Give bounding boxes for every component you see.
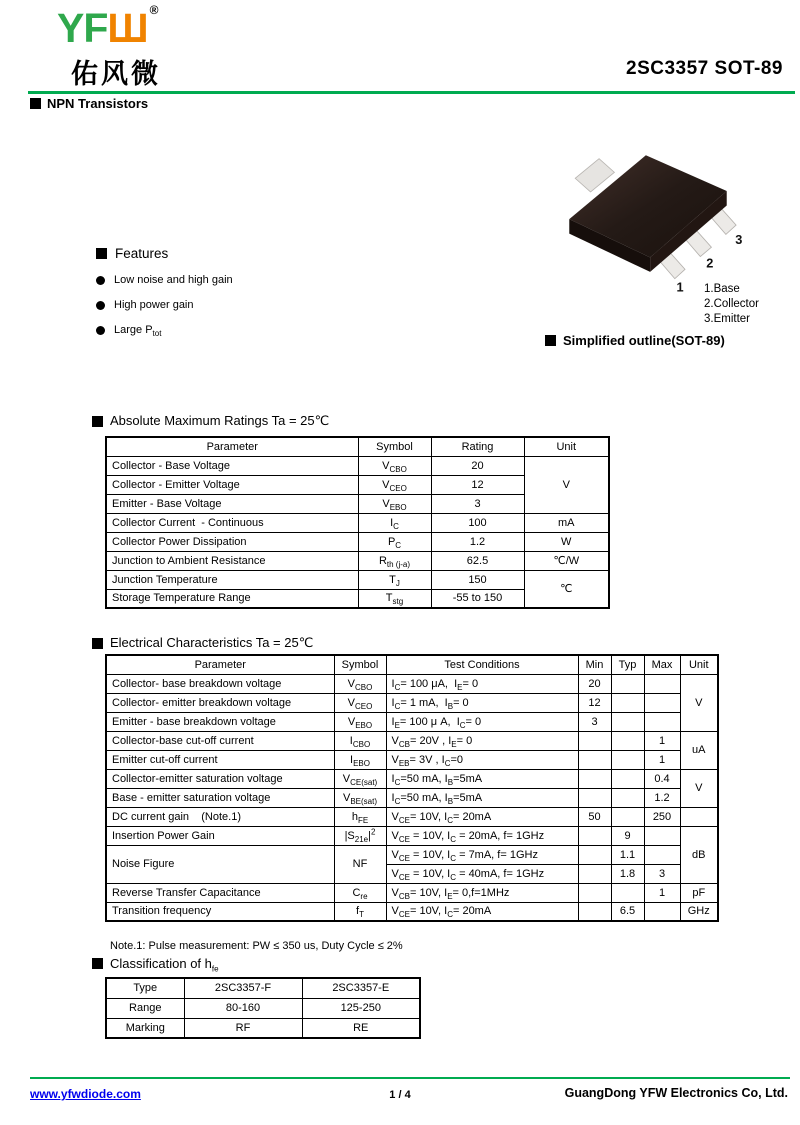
- unit-cell: V: [524, 456, 609, 513]
- table-row: [106, 788, 718, 807]
- feature-item: [96, 274, 233, 286]
- bullet-icon: [96, 276, 105, 285]
- param-cell: Collector - Emitter Voltage: [106, 475, 358, 494]
- min-cell: [578, 864, 611, 883]
- symbol-cell: $V_{EBO}$: [358, 494, 431, 513]
- max-cell: [644, 902, 680, 921]
- rating-cell: 62.5: [431, 551, 524, 570]
- param-cell: Junction Temperature: [106, 570, 358, 589]
- electrical-table: [105, 654, 719, 922]
- unit-cell: mA: [524, 513, 609, 532]
- section-square-icon: [545, 335, 556, 346]
- section-square-icon: [96, 248, 107, 259]
- typ-cell: [611, 883, 644, 902]
- column-header: Symbol: [358, 437, 431, 456]
- rating-cell: 20: [431, 456, 524, 475]
- features-title-row: [96, 246, 233, 261]
- unit-cell: uA: [680, 731, 718, 769]
- registered-mark-icon: ®: [149, 3, 158, 17]
- unit-cell: W: [524, 532, 609, 551]
- typ-cell: [611, 674, 644, 693]
- conditions-cell: $V_{CE} = 10V$, $I_C = 40mA$, f= 1GHz: [386, 864, 578, 883]
- unit-cell: V: [680, 769, 718, 807]
- typ-cell: 9: [611, 826, 644, 845]
- symbol-cell: NF: [334, 845, 386, 883]
- table-header-row: [106, 655, 718, 674]
- table-row: [106, 807, 718, 826]
- param-cell: Reverse Transfer Capacitance: [106, 883, 334, 902]
- table-row: [106, 513, 609, 532]
- param-cell: Transition frequency: [106, 902, 334, 921]
- symbol-cell: $|S_{21e}|^2$: [334, 826, 386, 845]
- table-row: [106, 998, 420, 1018]
- type-f-cell: 2SC3357-F: [184, 978, 302, 998]
- range-label-cell: Range: [106, 998, 184, 1018]
- param-cell: Collector-base cut-off current: [106, 731, 334, 750]
- feature-item: [96, 324, 233, 339]
- table-row: [106, 769, 718, 788]
- category-label: NPN Transistors: [47, 96, 149, 111]
- typ-cell: [611, 769, 644, 788]
- min-cell: 20: [578, 674, 611, 693]
- outline-caption: [545, 333, 725, 348]
- table-row: [106, 551, 609, 570]
- table-row: [106, 731, 718, 750]
- outline-caption-text: Simplified outline(SOT-89): [563, 333, 725, 348]
- classification-section-title: [92, 956, 219, 974]
- symbol-cell: $V_{EBO}$: [334, 712, 386, 731]
- type-e-cell: 2SC3357-E: [302, 978, 420, 998]
- table-row: [106, 674, 718, 693]
- max-cell: 250: [644, 807, 680, 826]
- column-header: Max: [644, 655, 680, 674]
- classification-table: [105, 977, 421, 1039]
- typ-cell: 6.5: [611, 902, 644, 921]
- min-cell: [578, 750, 611, 769]
- unit-cell: GHz: [680, 902, 718, 921]
- logo-w-text: Ш: [107, 5, 148, 51]
- website-link[interactable]: www.yfwdiode.com: [30, 1087, 141, 1101]
- max-cell: 3: [644, 864, 680, 883]
- rating-cell: 1.2: [431, 532, 524, 551]
- marking-label-cell: Marking: [106, 1018, 184, 1038]
- conditions-cell: $I_C= 100$ μA, $I_E= 0$: [386, 674, 578, 693]
- unit-cell: dB: [680, 826, 718, 883]
- symbol-cell: $R_{th (j-a)}$: [358, 551, 431, 570]
- electrical-section-title: [92, 635, 313, 651]
- typ-cell: 1.1: [611, 845, 644, 864]
- classification-title-text: Classification of $h_{fe}$: [110, 956, 219, 974]
- conditions-cell: $V_{EB}= 3V$ , $I_C=0$: [386, 750, 578, 769]
- typ-cell: [611, 731, 644, 750]
- table-row: [106, 750, 718, 769]
- min-cell: 12: [578, 693, 611, 712]
- param-cell: Emitter cut-off current: [106, 750, 334, 769]
- conditions-cell: $V_{CB}= 10V$, $I_E= 0,f=1MHz$: [386, 883, 578, 902]
- pin-legend-emitter: 3.Emitter: [704, 313, 751, 325]
- conditions-cell: $I_C= 1$ mA, $I_B= 0$: [386, 693, 578, 712]
- conditions-cell: $I_E= 100$ μ A, $I_C= 0$: [386, 712, 578, 731]
- param-cell: DC current gain (Note.1): [106, 807, 334, 826]
- range-f-cell: 80-160: [184, 998, 302, 1018]
- feature-text: High power gain: [114, 299, 194, 311]
- pin-legend-base: 1.Base: [704, 283, 740, 295]
- unit-cell: V: [680, 674, 718, 731]
- marking-f-cell: RF: [184, 1018, 302, 1038]
- bullet-icon: [96, 301, 105, 310]
- typ-cell: [611, 750, 644, 769]
- table-header-row: [106, 437, 609, 456]
- typ-cell: [611, 807, 644, 826]
- sot89-package-image: [548, 138, 748, 296]
- max-cell: 1: [644, 750, 680, 769]
- param-cell: Noise Figure: [106, 845, 334, 883]
- max-cell: [644, 674, 680, 693]
- symbol-cell: $T_J$: [358, 570, 431, 589]
- abs-max-table: [105, 436, 610, 609]
- conditions-cell: $V_{CE} = 10V$, $I_C = 7mA$, f= 1GHz: [386, 845, 578, 864]
- min-cell: 50: [578, 807, 611, 826]
- column-header: Rating: [431, 437, 524, 456]
- table-row: [106, 712, 718, 731]
- typ-cell: 1.8: [611, 864, 644, 883]
- part-number-title: 2SC3357 SOT-89: [626, 58, 783, 79]
- table-row: [106, 883, 718, 902]
- symbol-cell: $C_{re}$: [334, 883, 386, 902]
- footer-divider: [30, 1077, 790, 1079]
- symbol-cell: $V_{CEO}$: [358, 475, 431, 494]
- param-cell: Collector-emitter saturation voltage: [106, 769, 334, 788]
- logo-chinese-text: 佑风微: [71, 59, 161, 89]
- symbol-cell: $V_{CE(sat)}$: [334, 769, 386, 788]
- param-cell: Junction to Ambient Resistance: [106, 551, 358, 570]
- logo-yf-text: YF: [57, 5, 108, 51]
- column-header: Parameter: [106, 655, 334, 674]
- pin-number-2: 2: [706, 255, 714, 271]
- table-row: [106, 693, 718, 712]
- param-cell: Emitter - base breakdown voltage: [106, 712, 334, 731]
- conditions-cell: $I_C=50$ mA, $I_B=5mA$: [386, 769, 578, 788]
- symbol-cell: $V_{CBO}$: [358, 456, 431, 475]
- min-cell: [578, 902, 611, 921]
- param-cell: Storage Temperature Range: [106, 589, 358, 608]
- typ-cell: [611, 788, 644, 807]
- range-e-cell: 125-250: [302, 998, 420, 1018]
- bullet-icon: [96, 326, 105, 335]
- rating-cell: 3: [431, 494, 524, 513]
- max-cell: 1: [644, 731, 680, 750]
- marking-e-cell: RE: [302, 1018, 420, 1038]
- unit-cell: [680, 807, 718, 826]
- param-cell: Insertion Power Gain: [106, 826, 334, 845]
- yfw-logo-wordmark: [57, 3, 161, 51]
- param-cell: Emitter - Base Voltage: [106, 494, 358, 513]
- symbol-cell: $h_{FE}$: [334, 807, 386, 826]
- type-label-cell: Type: [106, 978, 184, 998]
- symbol-cell: $V_{CBO}$: [334, 674, 386, 693]
- rating-cell: 100: [431, 513, 524, 532]
- note-text: Note.1: Pulse measurement: PW ≤ 350 us, Duty Cycle ≤ 2%: [110, 940, 403, 952]
- symbol-cell: $f_T$: [334, 902, 386, 921]
- electrical-title-text: Electrical Characteristics Ta = 25℃: [110, 635, 314, 650]
- features-section: [96, 246, 233, 339]
- max-cell: 1.2: [644, 788, 680, 807]
- table-row: [106, 826, 718, 845]
- table-row: [106, 570, 609, 589]
- pin-legend: [704, 282, 759, 327]
- feature-item: [96, 299, 233, 311]
- unit-cell: ℃: [524, 570, 609, 608]
- table-row: [106, 532, 609, 551]
- param-cell: Collector - Base Voltage: [106, 456, 358, 475]
- table-row: [106, 902, 718, 921]
- rating-cell: 12: [431, 475, 524, 494]
- category-heading: [30, 96, 148, 111]
- conditions-cell: $V_{CE} = 10V$, $I_C = 20mA$, f= 1GHz: [386, 826, 578, 845]
- column-header: Test Conditions: [386, 655, 578, 674]
- column-header: Parameter: [106, 437, 358, 456]
- conditions-cell: $V_{CE}= 10V$, $I_C= 20mA$: [386, 902, 578, 921]
- typ-cell: [611, 712, 644, 731]
- section-square-icon: [92, 416, 103, 427]
- min-cell: [578, 845, 611, 864]
- symbol-cell: $V_{BE(sat)}$: [334, 788, 386, 807]
- yfw-logo: [57, 3, 161, 91]
- max-cell: [644, 845, 680, 864]
- rating-cell: 150: [431, 570, 524, 589]
- symbol-cell: $I_C$: [358, 513, 431, 532]
- symbol-cell: $I_{CBO}$: [334, 731, 386, 750]
- features-title: Features: [115, 246, 169, 261]
- table-row: [106, 1018, 420, 1038]
- section-square-icon: [30, 98, 41, 109]
- section-square-icon: [92, 638, 103, 649]
- section-square-icon: [92, 958, 103, 969]
- abs-max-title-text: Absolute Maximum Ratings Ta = 25℃: [110, 413, 330, 428]
- column-header: Min: [578, 655, 611, 674]
- abs-max-section-title: [92, 413, 329, 429]
- page-number: 1 / 4: [389, 1089, 411, 1101]
- max-cell: 1: [644, 883, 680, 902]
- conditions-cell: $V_{CE}= 10V$, $I_C= 20mA$: [386, 807, 578, 826]
- min-cell: [578, 769, 611, 788]
- param-cell: Collector Power Dissipation: [106, 532, 358, 551]
- conditions-cell: $I_C=50$ mA, $I_B=5mA$: [386, 788, 578, 807]
- feature-text: Large $P_{tot}$: [114, 324, 162, 339]
- column-header: Typ: [611, 655, 644, 674]
- param-cell: Base - emitter saturation voltage: [106, 788, 334, 807]
- column-header: Symbol: [334, 655, 386, 674]
- conditions-cell: $V_{CB}= 20V$ , $I_E= 0$: [386, 731, 578, 750]
- column-header: Unit: [524, 437, 609, 456]
- param-cell: Collector- emitter breakdown voltage: [106, 693, 334, 712]
- pin-number-1: 1: [676, 279, 684, 295]
- max-cell: [644, 693, 680, 712]
- min-cell: [578, 731, 611, 750]
- typ-cell: [611, 693, 644, 712]
- min-cell: [578, 883, 611, 902]
- rating-cell: -55 to 150: [431, 589, 524, 608]
- param-cell: Collector Current - Continuous: [106, 513, 358, 532]
- table-row: [106, 978, 420, 998]
- feature-text: Low noise and high gain: [114, 274, 233, 286]
- header-divider: [28, 91, 795, 94]
- min-cell: [578, 826, 611, 845]
- pin-number-3: 3: [735, 231, 743, 247]
- min-cell: 3: [578, 712, 611, 731]
- column-header: Unit: [680, 655, 718, 674]
- min-cell: [578, 788, 611, 807]
- max-cell: [644, 712, 680, 731]
- symbol-cell: $P_C$: [358, 532, 431, 551]
- table-row: [106, 845, 718, 864]
- unit-cell: pF: [680, 883, 718, 902]
- company-name: GuangDong YFW Electronics Co, Ltd.: [564, 1086, 788, 1100]
- param-cell: Collector- base breakdown voltage: [106, 674, 334, 693]
- unit-cell: ℃/W: [524, 551, 609, 570]
- pin-legend-collector: 2.Collector: [704, 298, 759, 310]
- table-row: [106, 456, 609, 475]
- max-cell: [644, 826, 680, 845]
- symbol-cell: $T_{stg}$: [358, 589, 431, 608]
- symbol-cell: $V_{CEO}$: [334, 693, 386, 712]
- max-cell: 0.4: [644, 769, 680, 788]
- symbol-cell: $I_{EBO}$: [334, 750, 386, 769]
